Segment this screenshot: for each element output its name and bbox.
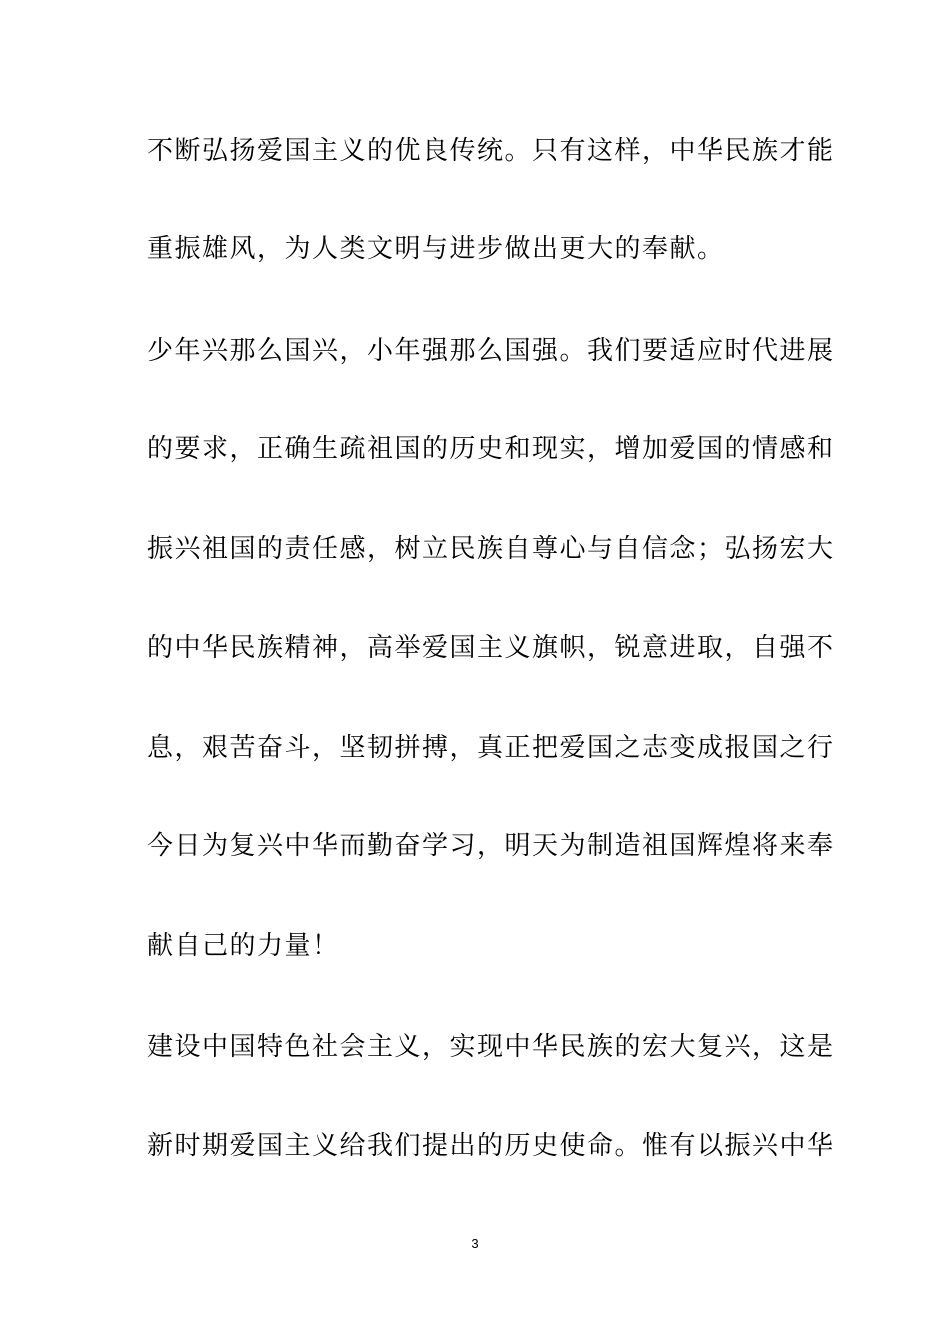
text-line: 重振雄风，为人类文明与进步做出更大的奉献。 <box>147 234 725 264</box>
text-line: 振兴祖国的责任感，树立民族自尊心与自信念；弘扬宏大 <box>147 534 835 564</box>
text-line: 建设中国特色社会主义，实现中华民族的宏大复兴，这是 <box>147 1032 835 1062</box>
text-line: 新时期爱国主义给我们提出的历史使命。惟有以振兴中华 <box>147 1131 835 1161</box>
text-line: 的要求，正确生疏祖国的历史和现实，增加爱国的情感和 <box>147 434 835 464</box>
text-line: 少年兴那么国兴，小年强那么国强。我们要适应时代进展 <box>147 336 835 366</box>
text-line: 不断弘扬爱国主义的优良传统。只有这样，中华民族才能 <box>147 136 835 166</box>
text-line: 献自己的力量！ <box>147 931 340 961</box>
text-line: 的中华民族精神，高举爱国主义旗帜，锐意进取，自强不 <box>147 633 835 663</box>
page-number: 3 <box>471 1236 479 1251</box>
text-line: 今日为复兴中华而勤奋学习，明天为制造祖国辉煌将来奉 <box>147 831 835 861</box>
text-line: 息，艰苦奋斗，坚韧拼搏，真正把爱国之志变成报国之行 <box>147 733 835 763</box>
